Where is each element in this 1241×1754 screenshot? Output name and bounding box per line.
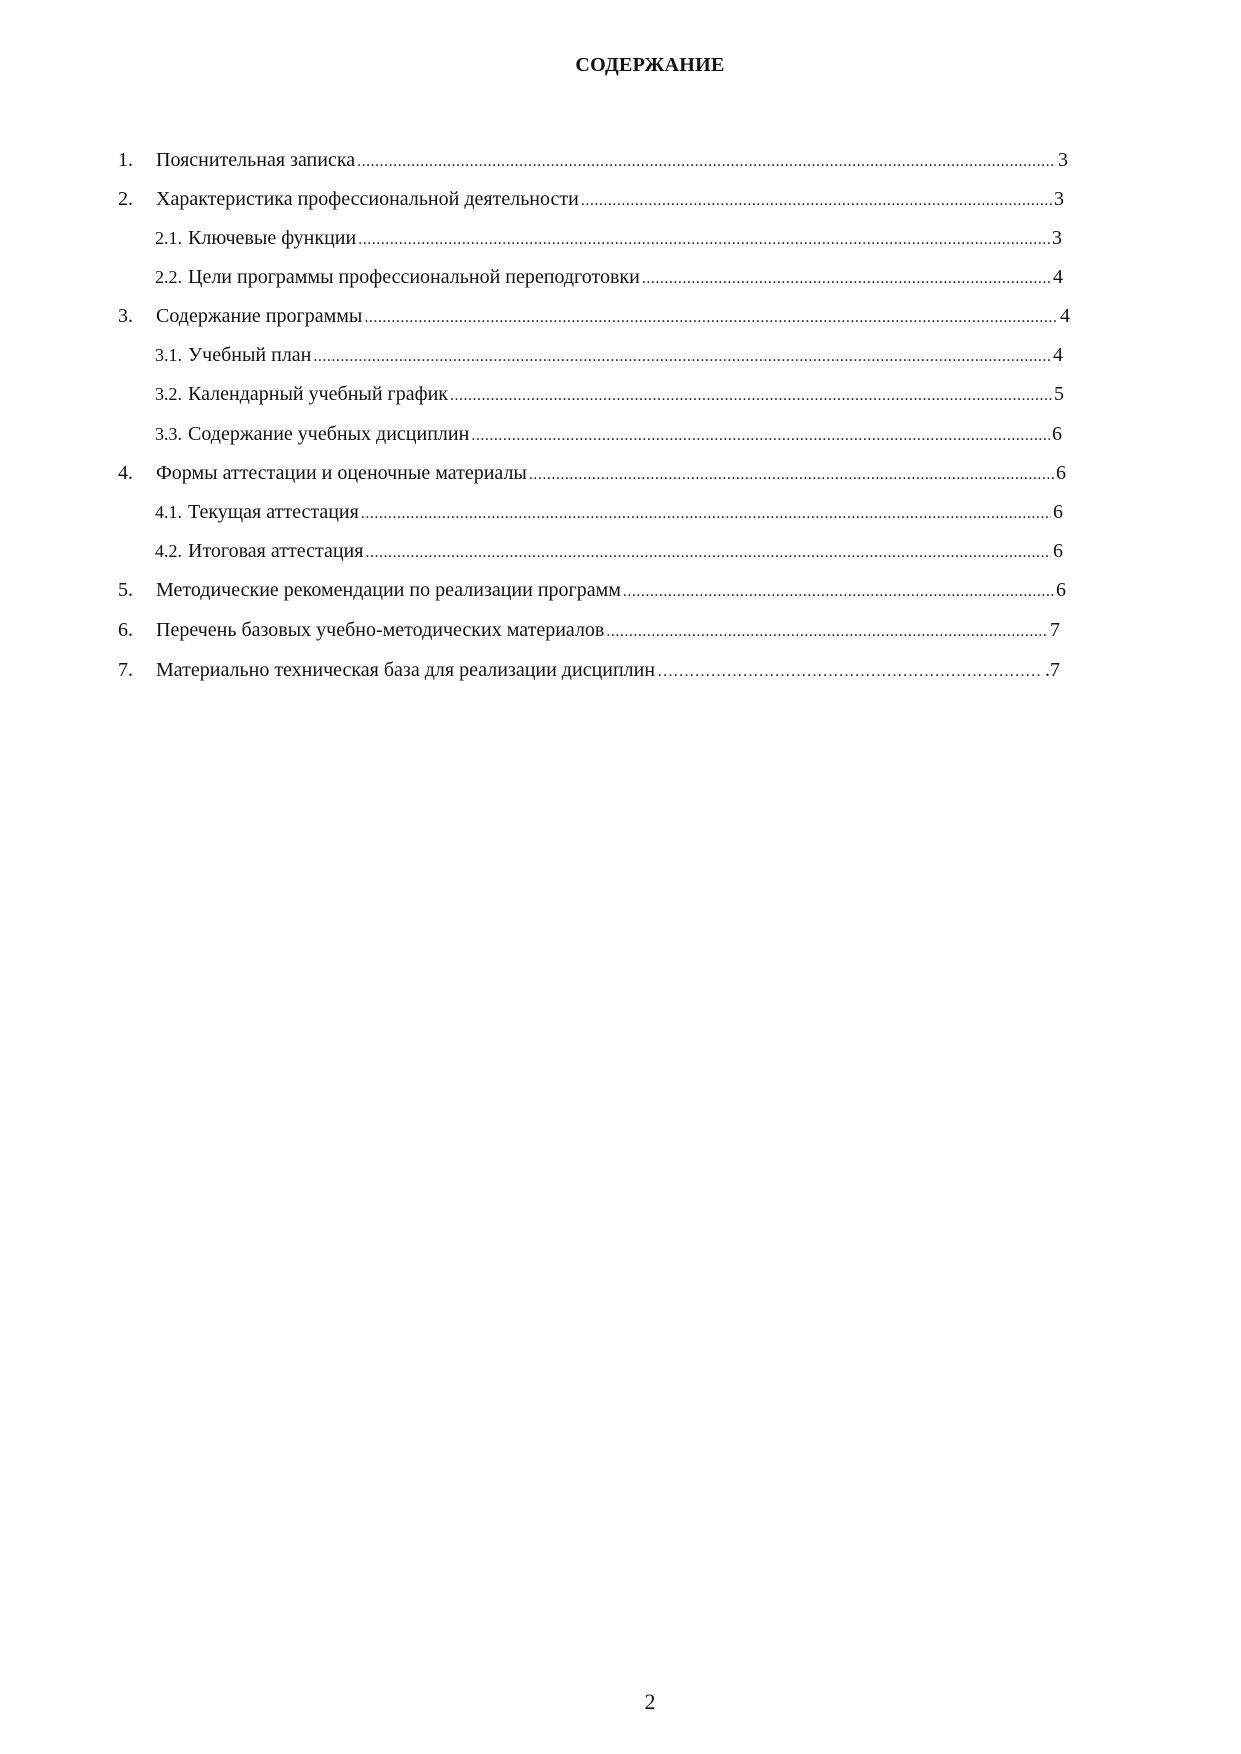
toc-entry-number: 4.2. — [155, 541, 182, 561]
toc-entry-label: Перечень базовых учебно-методических материалов — [156, 619, 605, 641]
toc-entry-label: Характеристика профессиональной деятельности — [156, 188, 579, 210]
toc-entry-number: 2. — [118, 188, 133, 210]
toc-entry-page: 5 — [1054, 383, 1064, 405]
toc-entry-3-2[interactable] — [155, 381, 1064, 407]
dot-leader — [313, 344, 1051, 370]
dot-leader — [606, 619, 1048, 645]
toc-entry-2[interactable] — [118, 186, 1064, 212]
toc-entry-number: 3. — [118, 305, 133, 327]
toc-entry-6[interactable] — [118, 617, 1060, 643]
toc-entry-page: 3 — [1058, 149, 1068, 171]
toc-entry-3-3[interactable] — [155, 421, 1062, 447]
toc-entry-2-2[interactable] — [155, 264, 1063, 290]
toc-entry-page: 3 — [1052, 227, 1062, 249]
toc-entry-2-1[interactable] — [155, 225, 1062, 251]
toc-entry-4-1[interactable] — [155, 499, 1063, 525]
toc-entry-number: 3.1. — [155, 345, 182, 365]
toc-entry-page: 3 — [1054, 188, 1064, 210]
toc-entry-page: 6 — [1056, 462, 1066, 484]
toc-entry-label: Ключевые функции — [188, 227, 357, 249]
toc-entry-page: 6 — [1053, 540, 1063, 562]
dot-leader — [581, 188, 1052, 214]
toc-entry-page: 4 — [1053, 344, 1063, 366]
toc-entry-1[interactable] — [118, 147, 1068, 173]
toc-entry-number: 5. — [118, 579, 133, 601]
toc-entry-number: 3.2. — [155, 384, 182, 404]
page-title: СОДЕРЖАНИЕ — [575, 54, 725, 76]
toc-entry-page: 4 — [1060, 305, 1070, 327]
toc-entry-number: 4.1. — [155, 502, 182, 522]
toc-entry-label: Материально техническая база для реализации дисциплин — [156, 659, 656, 681]
toc-entry-label: Формы аттестации и оценочные материалы — [156, 462, 527, 484]
toc-entry-page: 4 — [1053, 266, 1063, 288]
dot-leader — [450, 383, 1052, 409]
toc-entry-3[interactable] — [118, 303, 1070, 329]
toc-entry-label: Методические рекомендации по реализации программ — [156, 579, 621, 601]
toc-entry-7[interactable] — [118, 657, 1060, 683]
toc-entry-number: 6. — [118, 619, 133, 641]
toc-entry-label: Календарный учебный график — [188, 383, 448, 405]
toc-entry-label: Итоговая аттестация — [188, 540, 364, 562]
ellipsis-leader — [657, 659, 1043, 685]
dot-leader — [623, 579, 1054, 605]
toc-entry-page: 6 — [1056, 579, 1066, 601]
toc-entry-page: 6 — [1053, 501, 1063, 523]
toc-entry-page: 6 — [1052, 423, 1062, 445]
toc-entry-5[interactable] — [118, 577, 1066, 603]
dot-leader — [529, 462, 1054, 488]
toc-entry-number: 3.3. — [155, 424, 182, 444]
dot-leader — [364, 305, 1058, 331]
toc-entry-number: 7. — [118, 659, 133, 681]
toc-entry-label: Содержание учебных дисциплин — [188, 423, 470, 445]
dot-leader — [361, 501, 1051, 527]
toc-entry-number: 4. — [118, 462, 133, 484]
toc-entry-label: Текущая аттестация — [188, 501, 359, 523]
toc-entry-number: 2.2. — [155, 267, 182, 287]
dot-leader — [358, 227, 1050, 253]
dot-leader — [642, 266, 1051, 292]
page-number: 2 — [644, 1689, 656, 1714]
dot-leader — [365, 540, 1051, 566]
toc-entry-page: 7 — [1050, 619, 1060, 641]
toc-entry-page: .7 — [1045, 659, 1060, 681]
toc-entry-4[interactable] — [118, 460, 1066, 486]
toc-entry-number: 1. — [118, 149, 133, 171]
toc-entry-label: Содержание программы — [156, 305, 363, 327]
toc-entry-label: Цели программы профессиональной переподготовки — [188, 266, 640, 288]
toc-entry-number: 2.1. — [155, 228, 182, 248]
toc-entry-label: Учебный план — [188, 344, 312, 366]
dot-leader — [471, 423, 1050, 449]
toc-entry-3-1[interactable] — [155, 342, 1063, 368]
toc-entry-label: Пояснительная записка — [156, 149, 356, 171]
toc-entry-4-2[interactable] — [155, 538, 1063, 564]
dot-leader — [357, 149, 1056, 175]
